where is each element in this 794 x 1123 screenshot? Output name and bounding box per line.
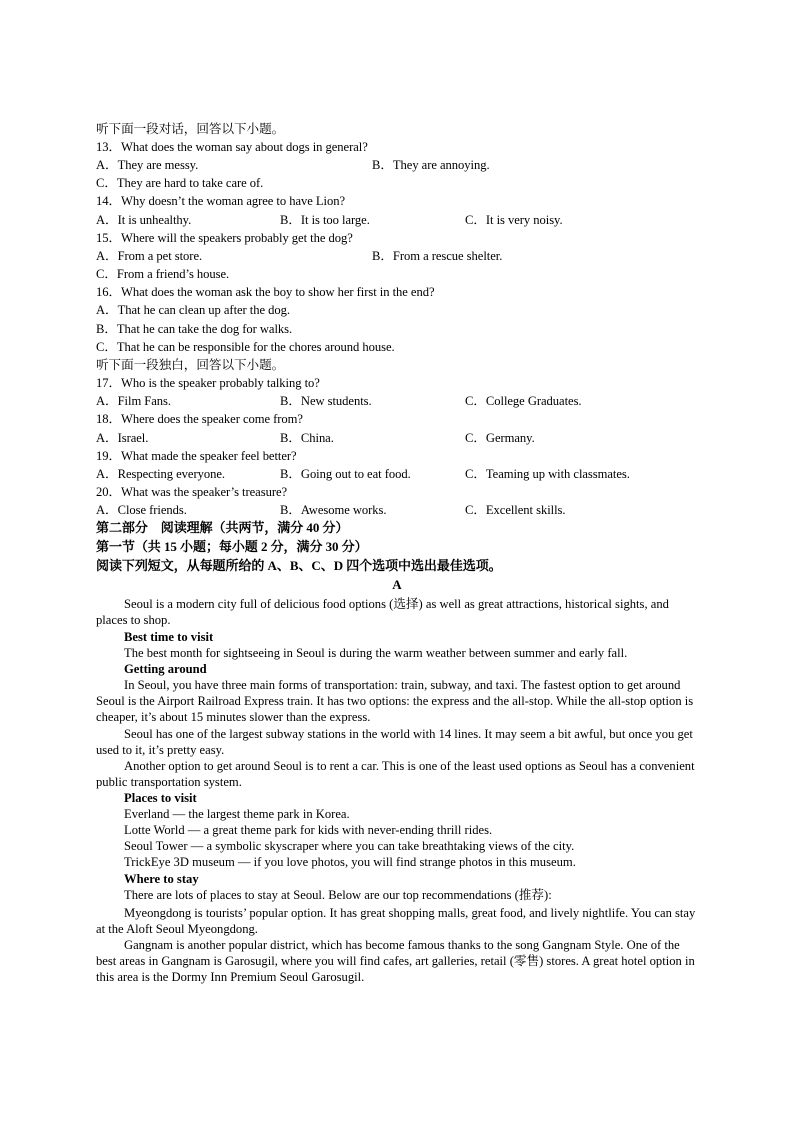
section-1-title: 第一节（共 15 小题；每小题 2 分，满分 30 分） — [96, 539, 368, 554]
q14-option-b: B．It is too large. — [280, 213, 370, 227]
listening-instruction-1: 听下面一段对话，回答以下小题。 — [96, 122, 285, 136]
q16-option-a: A．That he can clean up after the dog. — [96, 303, 290, 317]
question-20-stem: 20．What was the speaker’s treasure? — [96, 485, 288, 499]
best-time-text: The best month for sightseeing in Seoul is during the warm weather between summer and early fall. — [124, 646, 628, 660]
q19-option-a: A．Respecting everyone. — [96, 467, 225, 481]
stay-myeongdong: Myeongdong is tourists’ popular option. It has great shopping malls, great food, and lively nightlife. You can stay at the Aloft Seoul Myeongdong. — [96, 906, 696, 937]
q16-option-c: C．That he can be responsible for the chores around house. — [96, 340, 395, 354]
place-trickeye: TrickEye 3D museum — if you love photos, you will find strange photos in this museum. — [124, 855, 576, 869]
q13-option-c: C．They are hard to take care of. — [96, 176, 264, 190]
listening-instruction-2: 听下面一段独白，回答以下小题。 — [96, 358, 285, 372]
part-2-title: 第二部分 阅读理解（共两节，满分 40 分） — [96, 520, 349, 535]
getting-around-para-3: Another option to get around Seoul is to rent a car. This is one of the least used options as Seoul has a convenient public transportation system. — [96, 759, 695, 790]
passage-label: A — [392, 577, 402, 592]
place-everland: Everland — the largest theme park in Korea. — [124, 807, 350, 821]
stay-intro: There are lots of places to stay at Seoul. Below are our top recommendations (推荐): — [124, 888, 552, 902]
q13-option-a: A．They are messy. — [96, 158, 199, 172]
question-18-stem: 18．Where does the speaker come from? — [96, 412, 303, 426]
q17-option-a: A．Film Fans. — [96, 394, 171, 408]
question-13-stem: 13．What does the woman say about dogs in general? — [96, 140, 368, 154]
q20-option-c: C．Excellent skills. — [465, 503, 566, 517]
q15-option-a: A．From a pet store. — [96, 249, 203, 263]
passage-intro: Seoul is a modern city full of delicious food options (选择) as well as great attractions, historical sights, and places to shop. — [96, 597, 669, 628]
heading-places: Places to visit — [124, 791, 197, 805]
q18-option-a: A．Israel. — [96, 431, 149, 445]
q19-option-c: C．Teaming up with classmates. — [465, 467, 630, 481]
q20-option-a: A．Close friends. — [96, 503, 187, 517]
place-seoul-tower: Seoul Tower — a symbolic skyscraper where you can take breathtaking views of the city. — [124, 839, 575, 853]
heading-where-to-stay: Where to stay — [124, 872, 199, 886]
stay-gangnam: Gangnam is another popular district, which has become famous thanks to the song Gangnam Style. One of the best areas in Gangnam is Garosugil, where you will find cafes, art galleries, retail (零售) stores. A great hotel option in this area is the Dormy Inn Premium Seoul Garosugil. — [96, 938, 695, 985]
heading-best-time: Best time to visit — [124, 630, 214, 644]
q14-option-a: A．It is unhealthy. — [96, 213, 192, 227]
q17-option-c: C．College Graduates. — [465, 394, 582, 408]
q16-option-b: B．That he can take the dog for walks. — [96, 322, 293, 336]
question-17-stem: 17．Who is the speaker probably talking to? — [96, 376, 320, 390]
getting-around-para-1: In Seoul, you have three main forms of transportation: train, subway, and taxi. The fastest option to get around Seoul is the Airport Railroad Express train. It has two options: the express and the all-stop. While the all-stop option is cheaper, it’s about 15 minutes slower than the express. — [96, 678, 694, 725]
q14-option-c: C．It is very noisy. — [465, 213, 563, 227]
question-19-stem: 19．What made the speaker feel better? — [96, 449, 297, 463]
question-16-stem: 16．What does the woman ask the boy to show her first in the end? — [96, 285, 435, 299]
q17-option-b: B．New students. — [280, 394, 372, 408]
q13-option-b: B．They are annoying. — [372, 158, 490, 172]
q15-option-b: B．From a rescue shelter. — [372, 249, 503, 263]
place-lotte-world: Lotte World — a great theme park for kids with never-ending thrill rides. — [124, 823, 493, 837]
q20-option-b: B．Awesome works. — [280, 503, 387, 517]
q19-option-b: B．Going out to eat food. — [280, 467, 411, 481]
getting-around-para-2: Seoul has one of the largest subway stations in the world with 14 lines. It may seem a bit awful, but once you get used to it, it’s pretty easy. — [96, 727, 693, 758]
question-15-stem: 15．Where will the speakers probably get the dog? — [96, 231, 353, 245]
q15-option-c: C．From a friend’s house. — [96, 267, 230, 281]
reading-instruction: 阅读下列短文，从每题所给的 A、B、C、D 四个选项中选出最佳选项。 — [96, 558, 502, 573]
q18-option-c: C．Germany. — [465, 431, 535, 445]
q18-option-b: B．China. — [280, 431, 334, 445]
heading-getting-around: Getting around — [124, 662, 207, 676]
question-14-stem: 14．Why doesn’t the woman agree to have Lion? — [96, 194, 346, 208]
